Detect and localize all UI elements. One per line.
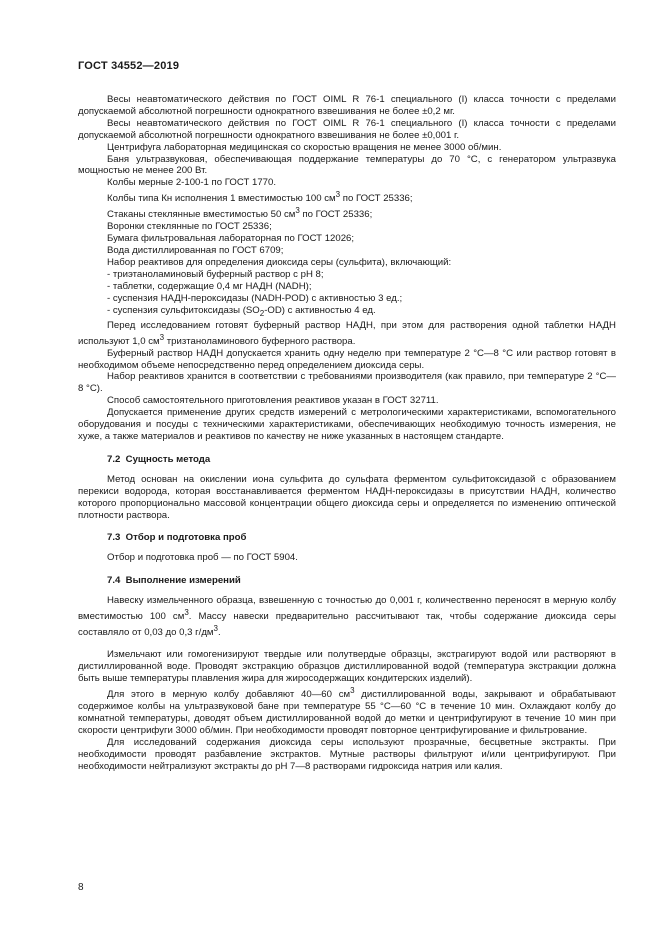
paragraph: Весы неавтоматического действия по ГОСТ OIML R 76-1 специального (I) класса точности с пределами допускаемой абсолютной погрешности однократного взвешивания не более ±0,001 г. [78,117,616,141]
paragraph: - таблетки, содержащие 0,4 мг НАДН (NADH); [107,280,312,292]
section-heading: 7.4 Выполнение измерений [107,575,241,587]
paragraph: - триэтаноламиновый буферный раствор с рН 8; [107,269,324,281]
paragraph: Колбы типа Кн исполнения 1 вместимостью 100 $см^3$ по ГОСТ 25336; [107,190,413,205]
paragraph: Для исследований содержания диоксида серы используют прозрачные, бесцветные экстракты. При необходимости проводят разбавление экстрактов. Мутные растворы фильтруют и/или центрифугируют. При необходимости нейтрализуют экстракты до рН 7—8 растворами гидроксида натрия или калия. [78,737,616,772]
standard-designation: ГОСТ 34552—2019 [78,60,180,72]
document-body [78,94,616,773]
section-heading: 7.2 Сущность метода [107,453,211,465]
paragraph: Баня ультразвуковая, обеспечивающая поддержание температуры до 70 °С, с генератором ультразвука мощностью не менее 200 Вт. [78,153,616,177]
paragraph: - суспензия сульфитоксидазы $(SO_2-OD)$ с активностью 4 ед. [107,304,376,318]
section-heading: 7.3 Отбор и подготовка проб [107,532,247,544]
paragraph: Способ самостоятельного приготовления реактивов указан в ГОСТ 32711. [107,395,439,407]
paragraph: - суспензия НАДН-пероксидазы (NADH-POD) с активностью 3 ед.; [107,292,403,304]
paragraph: Буферный раствор НАДН допускается хранить одну неделю при температуре 2 °С—8 °С или раствор готовят в необходимом объеме непосредственно перед определением диоксида серы. [78,347,616,371]
paragraph: Метод основан на окислении иона сульфита до сульфата ферментом сульфитоксидазой с образованием перекиси водорода, которая восстанавливается ферментом НАДН-пероксидазы в присутствии НАДН, количество которого пропорционально массовой концентрации общего диоксида серы и определяется по изменению оптической плотности раствора. [78,473,616,521]
paragraph: Вода дистиллированная по ГОСТ 6709; [107,245,284,257]
page-number: 8 [78,882,84,893]
paragraph: Набор реактивов хранится в соответствии с требованиями производителя (как правило, при температуре 2 °С—8 °С). [78,371,616,395]
paragraph: Бумага фильтровальная лабораторная по ГОСТ 12026; [107,233,355,245]
paragraph: Допускается применение других средств измерений с метрологическими характеристиками, вспомогательного оборудования и посуды с техническими характеристиками, обеспечивающих необходимую точность измерения, не хуже, а также материалов и реактивов по качеству не ниже указанных в настоящем стандарте. [78,407,616,442]
paragraph: Воронки стеклянные по ГОСТ 25336; [107,221,272,233]
paragraph: Отбор и подготовка проб — по ГОСТ 5904. [107,552,298,564]
paragraph: Набор реактивов для определения диоксида серы (сульфита), включающий: [107,257,452,269]
paragraph: Навеску измельченного образца, взвешенную с точностью до 0,001 г, количественно переносят в мерную колбу вместимостью 100 $см^3$. Массу навески предварительно рассчитывают так, чтобы содержание диоксида серы составляло от 0,03 до 0,3 $г/дм^3$. [78,595,616,639]
paragraph: Для этого в мерную колбу добавляют 40—60 $см^3$ дистиллированной воды, закрывают и обрабатывают содержимое колбы на ультразвуковой бане при температуре 55 °С—60 °С в течение 10 мин. Охлаждают колбу до комнатной температуры, доводят объем дистиллированной водой до метки и центрифугируют в течение 10 мин при скорости центрифуги 3000 об/мин. При необходимости проводят повторное центрифугирование и фильтрование. [78,686,616,737]
paragraph: Стаканы стеклянные вместимостью 50 $см^3$ по ГОСТ 25336; [107,206,373,221]
paragraph: Перед исследованием готовят буферный раствор НАДН, при этом для растворения одной таблетки НАДН используют 1,0 $см^3$ тризтаноламинового буферного раствора. [78,319,616,347]
paragraph: Измельчают или гомогенизируют твердые или полутвердые образцы, экстрагируют водой или растворяют в дистиллированной воде. Проводят экстракцию образцов дистиллированной водой (температура экстракции должна быть выше температуры плавления жира для жиросодержащих кондитерских изделий). [78,649,616,685]
paragraph: Весы неавтоматического действия по ГОСТ OIML R 76-1 специального (I) класса точности с пределами допускаемой абсолютной погрешности однократного взвешивания не более ±0,2 мг. [78,94,616,117]
paragraph: Колбы мерные 2-100-1 по ГОСТ 1770. [107,177,277,189]
paragraph: Центрифуга лабораторная медицинская со скоростью вращения не менее 3000 об/мин. [107,141,502,153]
